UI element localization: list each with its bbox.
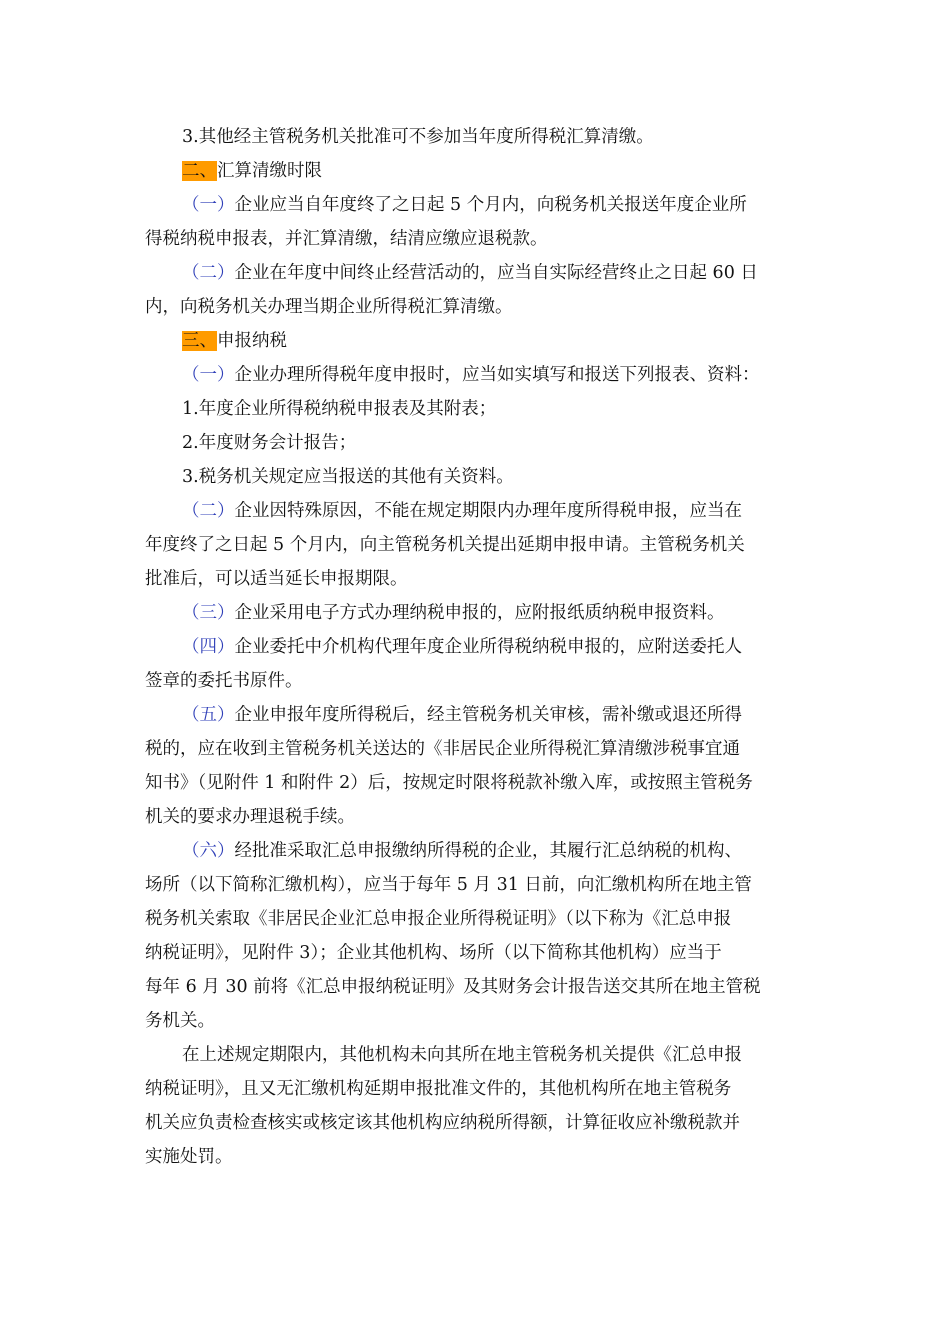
- paragraph-filing-5: [145, 698, 807, 732]
- list-item-1: [145, 392, 807, 426]
- paragraph-line: 实施处罚。: [145, 1147, 233, 1167]
- paragraph-deadline-1: [145, 188, 807, 222]
- list-item-2: [145, 426, 807, 460]
- paragraph-line: 机关应负责检查核实或核定该其他机构应纳税所得额，计算征收应补缴税款并: [145, 1113, 740, 1133]
- paragraph-text: 3.其他经主管税务机关批准可不参加当年度所得税汇算清缴。: [182, 127, 654, 147]
- clause-number: （四）: [182, 637, 235, 657]
- paragraph-text: 2.年度财务会计报告；: [182, 433, 357, 453]
- paragraph-deadline-2: [145, 256, 807, 290]
- paragraph-line: 得税纳税申报表，并汇算清缴，结清应缴应退税款。: [145, 229, 548, 249]
- paragraph-line: 批准后，可以适当延长申报期限。: [145, 569, 408, 589]
- clause-number: （二）: [182, 263, 235, 283]
- paragraph-filing-3: [145, 596, 807, 630]
- paragraph-line: 每年 6 月 30 前将《汇总申报纳税证明》及其财务会计报告送交其所在地主管税: [145, 977, 761, 997]
- paragraph-line: 企业委托中介机构代理年度企业所得税纳税申报的，应附送委托人: [234, 637, 742, 657]
- clause-number: （一）: [182, 365, 235, 385]
- paragraph-line: 经批准采取汇总申报缴纳所得税的企业，其履行汇总纳税的机构、: [234, 841, 742, 861]
- paragraph-text: 1.年度企业所得税纳税申报表及其附表；: [182, 399, 497, 419]
- clause-number: （二）: [182, 501, 235, 521]
- paragraph-line: 税务机关索取《非居民企业汇总申报企业所得税证明》（以下称为《汇总申报: [145, 909, 732, 929]
- paragraph-line: 在上述规定期限内，其他机构未向其所在地主管税务机关提供《汇总申报: [182, 1045, 742, 1065]
- paragraph-text: 3.税务机关规定应当报送的其他有关资料。: [182, 467, 514, 487]
- document-body: [145, 120, 807, 1174]
- paragraph-deadline-1-cont: [145, 222, 807, 256]
- paragraph-line: 机关的要求办理退税手续。: [145, 807, 355, 827]
- paragraph-line: 内，向税务机关办理当期企业所得税汇算清缴。: [145, 297, 513, 317]
- paragraph-line: 知书》（见附件 1 和附件 2）后，按规定时限将税款补缴入库，或按照主管税务: [145, 773, 753, 793]
- paragraph-line: 纳税证明》，见附件 3）；企业其他机构、场所（以下简称其他机构）应当于: [145, 943, 722, 963]
- paragraph-line: 年度终了之日起 5 个月内，向主管税务机关提出延期申报申请。主管税务机关: [145, 535, 745, 555]
- section-number-highlight: 二、: [182, 161, 217, 181]
- paragraph-filing-5-cont: [145, 732, 807, 834]
- paragraph-line: 务机关。: [145, 1011, 215, 1031]
- paragraph-filing-6: [145, 834, 807, 868]
- section-heading-3: [145, 324, 807, 358]
- paragraph-line: 企业采用电子方式办理纳税申报的，应附报纸质纳税申报资料。: [234, 603, 725, 623]
- paragraph-filing-6-cont: [145, 868, 807, 1038]
- paragraph-line: 纳税证明》，且又无汇缴机构延期申报批准文件的，其他机构所在地主管税务: [145, 1079, 732, 1099]
- paragraph-filing-2-cont: [145, 528, 807, 596]
- paragraph-filing-2: [145, 494, 807, 528]
- paragraph-deadline-2-cont: [145, 290, 807, 324]
- clause-number: （一）: [182, 195, 235, 215]
- paragraph-penalty: [145, 1038, 807, 1072]
- section-title: 汇算清缴时限: [217, 161, 322, 181]
- paragraph-filing-4-cont: [145, 664, 807, 698]
- paragraph-line: 税的，应在收到主管税务机关送达的《非居民企业所得税汇算清缴涉税事宜通: [145, 739, 740, 759]
- list-item-3: [145, 460, 807, 494]
- clause-number: （三）: [182, 603, 235, 623]
- paragraph-line: 企业应当自年度终了之日起 5 个月内，向税务机关报送年度企业所: [234, 195, 747, 215]
- paragraph-line: 企业在年度中间终止经营活动的，应当自实际经营终止之日起 60 日: [234, 263, 758, 283]
- section-title: 申报纳税: [217, 331, 287, 351]
- paragraph-filing-1: [145, 358, 807, 392]
- clause-number: （五）: [182, 705, 235, 725]
- paragraph-line: 签章的委托书原件。: [145, 671, 303, 691]
- section-heading-2: [145, 154, 807, 188]
- paragraph-item-3: [145, 120, 807, 154]
- paragraph-line: 企业办理所得税年度申报时，应当如实填写和报送下列报表、资料：: [234, 365, 760, 385]
- paragraph-penalty-cont: [145, 1072, 807, 1174]
- paragraph-line: 企业因特殊原因，不能在规定期限内办理年度所得税申报，应当在: [234, 501, 742, 521]
- section-number-highlight: 三、: [182, 331, 217, 351]
- paragraph-line: 场所（以下简称汇缴机构），应当于每年 5 月 31 日前，向汇缴机构所在地主管: [145, 875, 752, 895]
- clause-number: （六）: [182, 841, 235, 861]
- paragraph-filing-4: [145, 630, 807, 664]
- paragraph-line: 企业申报年度所得税后，经主管税务机关审核，需补缴或退还所得: [234, 705, 742, 725]
